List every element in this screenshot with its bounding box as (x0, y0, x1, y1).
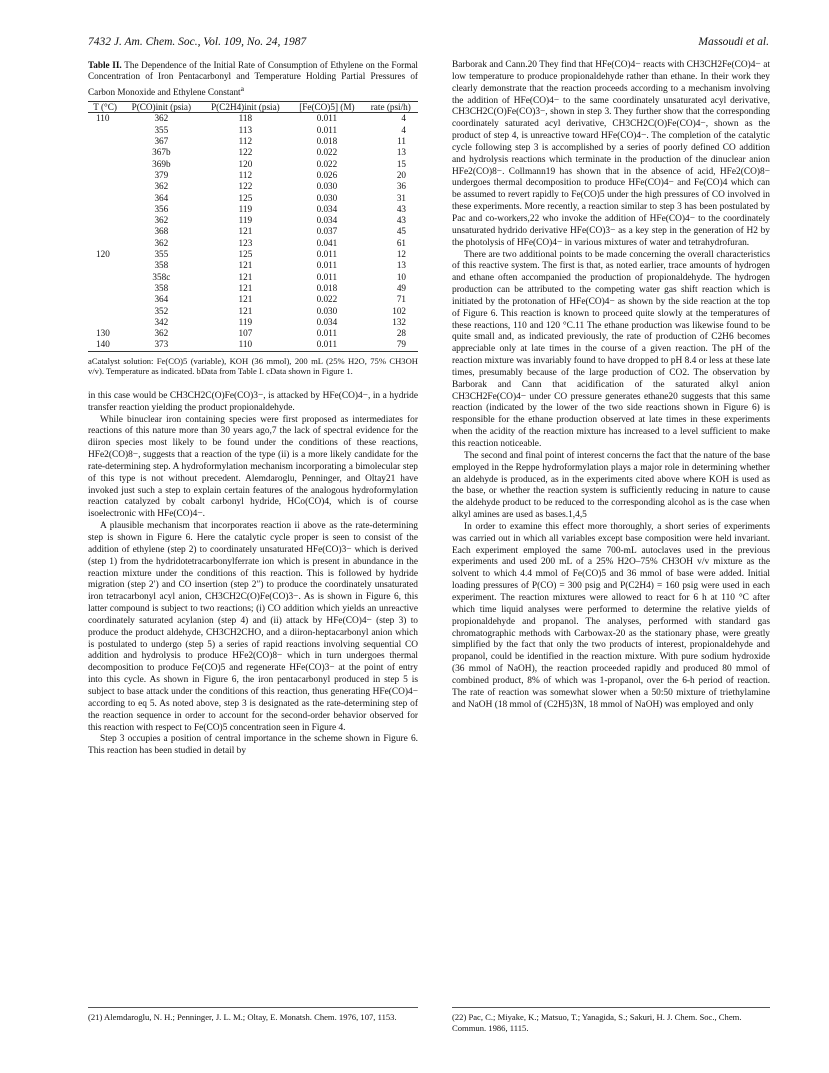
cell-pco: 352 (154, 305, 169, 316)
cell-temperature (88, 226, 122, 237)
table-row (88, 193, 418, 204)
cell-pc2h4: 119 (238, 203, 253, 214)
cell-rate: 45 (396, 226, 406, 237)
cell-rate: 12 (396, 249, 406, 260)
table-row (88, 249, 418, 260)
cell-rate: 43 (396, 203, 406, 214)
cell-temperature (88, 283, 122, 294)
cell-rate: 49 (396, 282, 406, 293)
col-header-temperature: T (°C) (88, 101, 122, 112)
table-caption-label: Table II. (88, 60, 122, 70)
cell-pco: 368 (154, 226, 169, 237)
cell-pc2h4: 122 (238, 147, 253, 158)
cell-pc2h4: 112 (238, 136, 253, 147)
table-row (88, 328, 418, 339)
cell-pc2h4: 125 (238, 192, 253, 203)
left-body-text (88, 391, 418, 758)
table-row (88, 159, 418, 170)
cell-feco5: 0.022 (316, 147, 338, 158)
cell-temperature (88, 147, 122, 158)
table-row (88, 181, 418, 192)
cell-pc2h4: 119 (238, 316, 253, 327)
cell-feco5: 0.011 (290, 339, 363, 351)
body-paragraph: in this case would be CH3CH2C(O)Fe(CO)3−, is attacked by HFe(CO)4−, in a hydride transfer reaction yielding the product propionaldehyde. (88, 390, 418, 413)
cell-feco5: 0.018 (316, 282, 338, 293)
cell-pc2h4: 119 (238, 215, 253, 226)
table-footnote: aCatalyst solution: Fe(CO)5 (variable), KOH (36 mmol), 200 mL (25% H2O, 75% CH3OH v/v). Temperature as indicated. bData from Table I. cData shown in Figure 1. (88, 355, 418, 377)
cell-pco: 358 (154, 260, 169, 271)
cell-temperature (88, 125, 122, 136)
cell-pc2h4: 121 (238, 294, 253, 305)
cell-temperature (88, 294, 122, 305)
cell-pco: 342 (154, 316, 169, 327)
table-row (88, 306, 418, 317)
cell-temperature (88, 159, 122, 170)
table-row (88, 113, 418, 125)
cell-feco5: 0.034 (316, 203, 338, 214)
cell-pco: 364 (154, 192, 169, 203)
body-paragraph: A plausible mechanism that incorporates reaction ii above as the rate-determining step is shown in Figure 6. Here the catalytic cycle proper is seen to consist of the addition of ethylene (step 2) to coordinately unsaturated HFe(CO)3− which is derived (step 1) from the hydridotetracarbonylferrate ion which is present in abundance in the reaction mixture under the conditions of this reaction. This is followed by hydride migration (step 2′) and CO insertion (step 2″) to produce the coordinately unsaturated iron tetracarbonyl acyl anion, CH3CH2C(O)Fe(CO)3−. As is shown in Figure 6, this latter compound is subject to two reactions; (i) CO addition which yields an unreactive coordinately saturated acylanion (step 4) and (ii) attack by HFe(CO)4− (step 3) to produce the product aldehyde, CH3CH2CHO, and a diiron-heptacarbonyl anion which is postulated to undergo (step 5) a series of rapid reactions involving sequential CO addition and hydrolysis to produce HFe2(CO)8− which in turn undergoes thermal decomposition to produce Fe(CO)5 and regenerate HFe(CO)3− at the point of entry into this cycle. As shown in Figure 6, the iron pentacarbonyl produced in step 5 is subject to base attack under the conditions of this reaction, thus generating HFe(CO)4− according to eq 5. As noted above, step 3 is designated as the rate-determining step of the reaction sequence in order to account for the second-order behavior observed for this reaction with respect to Fe(CO)5 concentration seen in Figure 4. (88, 521, 418, 733)
cell-pco: 362 (154, 181, 169, 192)
cell-pco: 367b (152, 147, 171, 158)
cell-pc2h4: 123 (238, 237, 253, 248)
table-row (88, 215, 418, 226)
cell-pc2h4: 112 (238, 169, 253, 180)
cell-feco5: 0.018 (316, 136, 338, 147)
table-body (88, 113, 418, 351)
table-row (88, 170, 418, 181)
cell-feco5: 0.011 (316, 249, 338, 260)
cell-temperature: 120 (96, 249, 110, 260)
data-table (88, 101, 418, 352)
cell-temperature (88, 317, 122, 328)
cell-rate: 20 (396, 169, 406, 180)
col-header-pco: P(CO)init (psia) (122, 101, 200, 112)
cell-rate: 10 (396, 271, 406, 282)
cell-temperature: 130 (96, 328, 110, 339)
cell-pco: 358c (152, 271, 171, 282)
table-row (88, 294, 418, 305)
table-row (88, 283, 418, 294)
cell-temperature (88, 136, 122, 147)
cell-pco: 358 (154, 282, 169, 293)
cell-rate: 132 (392, 316, 406, 327)
cell-feco5: 0.011 (316, 328, 338, 339)
cell-pco: 369b (152, 158, 171, 169)
cell-rate: 15 (396, 158, 406, 169)
cell-pco: 373 (122, 339, 200, 351)
cell-temperature (88, 170, 122, 181)
table-caption-text: The Dependence of the Initial Rate of Consumption of Ethylene on the Formal Concentration of Iron Pentacarbonyl and Temperature Holding Partial Pressures of Carbon Monoxide and Ethylene Constant (88, 60, 418, 97)
cell-rate: 79 (364, 339, 418, 351)
cell-pco: 379 (154, 169, 169, 180)
table-row (88, 339, 418, 351)
cell-pc2h4: 113 (238, 124, 253, 135)
body-paragraph: In order to examine this effect more thoroughly, a short series of experiments was carried out in which all variables except base composition were held invariant. Each experiment employed the same 700-mL autoclaves used in the previous experiments and used 200 mL of a 25% H2O–75% CH3OH v/v mixture as the solvent to which 4.4 mmol of Fe(CO)5 and 36 mmol of base were added. Initial loading pressures of P(CO) = 300 psig and P(C2H4) = 160 psig were used in each experiment. The reaction mixtures were allowed to react for 6 h at 110 °C after which time liquid analyses were performed to determine the relative yields of propionaldehyde and propanol. The analyses, performed with standard gas chromatographic methods with Carbowax-20 as the stationary phase, were greatly simplified by the fact that only the two products of interest, propionaldehyde and propanol, could be identified in the reaction mixture. With pure sodium hydroxide (36 mmol of NaOH), the reaction proceeded rapidly and produced 80 mmol of combined product, 8% of which was 1-propanol, over the 6-h period of reaction. The rate of reaction was somewhat slower when a 50:50 mixture of triethylamine and NaOH (18 mmol of (C2H5)3N, 18 mmol of NaOH) was employed and only (452, 521, 770, 710)
cell-feco5: 0.041 (316, 237, 338, 248)
cell-feco5: 0.011 (316, 124, 338, 135)
body-paragraph: Step 3 occupies a position of central importance in the scheme shown in Figure 6. This reaction has been studied in detail by (88, 734, 418, 757)
reference-21: (21) Alemdaroglu, N. H.; Penninger, J. L. M.; Oltay, E. Monatsh. Chem. 1976, 107, 1153. (88, 1007, 418, 1023)
cell-rate: 43 (396, 215, 406, 226)
cell-pc2h4: 121 (238, 305, 253, 316)
table-row (88, 136, 418, 147)
right-body-text (452, 60, 770, 711)
cell-feco5: 0.030 (316, 192, 338, 203)
cell-pc2h4: 121 (238, 260, 253, 271)
cell-pc2h4: 110 (201, 339, 291, 351)
col-header-rate: rate (psi/h) (364, 101, 418, 112)
cell-pco: 362 (154, 113, 169, 124)
cell-pco: 364 (154, 294, 169, 305)
table-caption-mark: a (240, 83, 244, 93)
table-row (88, 238, 418, 249)
cell-feco5: 0.034 (316, 215, 338, 226)
cell-pc2h4: 122 (238, 181, 253, 192)
table-row (88, 317, 418, 328)
cell-pco: 362 (154, 215, 169, 226)
cell-rate: 4 (401, 113, 406, 124)
cell-temperature (88, 306, 122, 317)
body-paragraph: There are two additional points to be made concerning the overall characteristics of this reactive system. The first is that, as noted earlier, trace amounts of hydrogen and ethane often accompanied the production of propionaldehyde. The hydrogen production can be attributed to the competing water gas shift reaction which is initiated by the protonation of HFe(CO)4− as shown by the side reaction at the top of Figure 6. This reaction is known to proceed quite slowly at the temperatures of these reactions, 110 and 120 °C.11 The ethane production was likewise found to be quite small and, as indicated previously, the rate of production of C2H6 becomes appreciable only at late times in the course of a given reaction. The pH of the reaction mixture was invariably found to have dropped to pH 8.4 or less at these late times, presumably because of the large production of CO2. The observation by Barborak and Cann that acidification of the saturated alkyl anion CH3CH2Fe(CO)4− under CO pressure generates ethane20 suggests that this same reaction (indicated by the lower of the two side reactions shown in Figure 6) is responsible for the ethane production observed at late times in these experiments when the acidity of the reaction mixture has increased to a level sufficient to make this reaction noticeable. (452, 249, 770, 449)
cell-temperature (88, 260, 122, 271)
cell-temperature: 110 (96, 113, 110, 124)
body-paragraph: The second and final point of interest concerns the fact that the nature of the base employed in the Reppe hydroformylation plays a major role in determining whether an aldehyde is produced, as in the experiments cited above where KOH is used as the base, or whether the reaction system is sufficiently reducing in nature to cause the aldehyde product to be reduced to the corresponding alcohol as is the case when alkyl amines are used as bases.1,4,5 (452, 450, 770, 521)
cell-temperature (88, 181, 122, 192)
cell-temperature: 140 (88, 339, 122, 351)
cell-temperature (88, 204, 122, 215)
cell-feco5: 0.026 (316, 169, 338, 180)
cell-pc2h4: 118 (238, 113, 253, 124)
body-paragraph: While binuclear iron containing species were first proposed as intermediates for reactions of this nature more than 30 years ago,7 the lack of spectral evidence for the diiron species most likely to be found under the conditions of these reactions, HFe2(CO)8−, suggests that a reaction of the type (ii) is a more likely candidate for the rate-determining step. A hydroformylation mechanism incorporating a bimolecular step of this type is not without precedent. Alemdaroglu, Penninger, and Oltay21 have invoked just such a step to explain certain features of the analogous hydroformylation reaction catalyzed by cobalt carbonyl hydride, HCo(CO)4, which is of course isoelectronic with HFe(CO)4−. (88, 414, 418, 520)
cell-rate: 102 (392, 305, 406, 316)
cell-rate: 61 (396, 237, 406, 248)
cell-pco: 355 (154, 124, 169, 135)
running-header-right: Massoudi et al. (698, 36, 769, 48)
cell-pco: 362 (154, 237, 169, 248)
cell-rate: 13 (396, 260, 406, 271)
table-row (88, 226, 418, 237)
cell-temperature (88, 215, 122, 226)
cell-pco: 356 (154, 203, 169, 214)
left-column (88, 60, 418, 758)
table-caption (88, 60, 418, 98)
cell-pc2h4: 121 (238, 271, 253, 282)
col-header-feco5: [Fe(CO)5] (M) (290, 101, 363, 112)
cell-rate: 13 (396, 147, 406, 158)
cell-pc2h4: 121 (238, 226, 253, 237)
cell-feco5: 0.034 (316, 316, 338, 327)
cell-feco5: 0.011 (316, 271, 338, 282)
cell-pco: 355 (154, 249, 169, 260)
cell-feco5: 0.022 (316, 158, 338, 169)
cell-rate: 11 (397, 136, 406, 147)
cell-feco5: 0.011 (316, 260, 338, 271)
table-row (88, 147, 418, 158)
cell-feco5: 0.022 (316, 294, 338, 305)
cell-temperature (88, 238, 122, 249)
cell-temperature (88, 193, 122, 204)
cell-pc2h4: 120 (238, 158, 253, 169)
cell-rate: 28 (396, 328, 406, 339)
cell-feco5: 0.030 (316, 181, 338, 192)
cell-rate: 31 (396, 192, 406, 203)
table-row (88, 260, 418, 271)
cell-feco5: 0.011 (316, 113, 338, 124)
running-header-left: 7432 J. Am. Chem. Soc., Vol. 109, No. 24, 1987 (88, 36, 307, 48)
table-row (88, 272, 418, 283)
body-paragraph: Barborak and Cann.20 They find that HFe(CO)4− reacts with CH3CH2Fe(CO)4− at low temperature to produce propionaldehyde rather than ethane. In their work they clearly demonstrate that the reaction proceeds according to a mechanism involving the addition of HFe(CO)4− to the same coordinately unsaturated acyl derivative, CH3CH2C(O)Fe(CO)3−, shown in step 3. They further show that the corresponding coordinately saturated acyl derivative, CH3CH2C(O)Fe(CO)4−, shown as the product of step 4, is unreactive toward HFe(CO)4−. The completion of the catalytic cycle following step 3 is accomplished by a series of poorly defined CO addition and hydrolysis reactions which terminate in the production of the dinuclear anion HFe2(CO)8−. Collmann19 has shown that in the absence of acid, HFe2(CO)8− undergoes thermal decomposition to produce HFe(CO)4− and Fe(CO)4 which can be assumed to revert rapidly to Fe(CO)5 under the high pressures of CO involved in these experiments. More recently, a reaction similar to step 3 has been postulated by Pac and co-workers,22 who invoke the addition of HFe(CO)4− to the coordinately unsaturated hydrido derivative HFe(CO)3− as a key step in the generation of H2 by the photolysis of HFe(CO)4− in various mixtures of water and tetrahydrofuran. (452, 60, 770, 248)
cell-pco: 362 (154, 328, 169, 339)
reference-22: (22) Pac, C.; Miyake, K.; Matsuo, T.; Yanagida, S.; Sakuri, H. J. Chem. Soc., Chem. Commun. 1986, 1115. (452, 1007, 770, 1033)
cell-pco: 367 (154, 136, 169, 147)
cell-rate: 71 (396, 294, 406, 305)
cell-pc2h4: 125 (238, 249, 253, 260)
table-row (88, 204, 418, 215)
cell-pc2h4: 107 (238, 328, 253, 339)
cell-feco5: 0.037 (316, 226, 338, 237)
table-row (88, 125, 418, 136)
right-column (452, 60, 770, 711)
cell-rate: 36 (396, 181, 406, 192)
cell-feco5: 0.030 (316, 305, 338, 316)
col-header-pc2h4: P(C2H4)init (psia) (201, 101, 291, 112)
cell-pc2h4: 121 (238, 282, 253, 293)
cell-temperature (88, 272, 122, 283)
cell-rate: 4 (401, 124, 406, 135)
